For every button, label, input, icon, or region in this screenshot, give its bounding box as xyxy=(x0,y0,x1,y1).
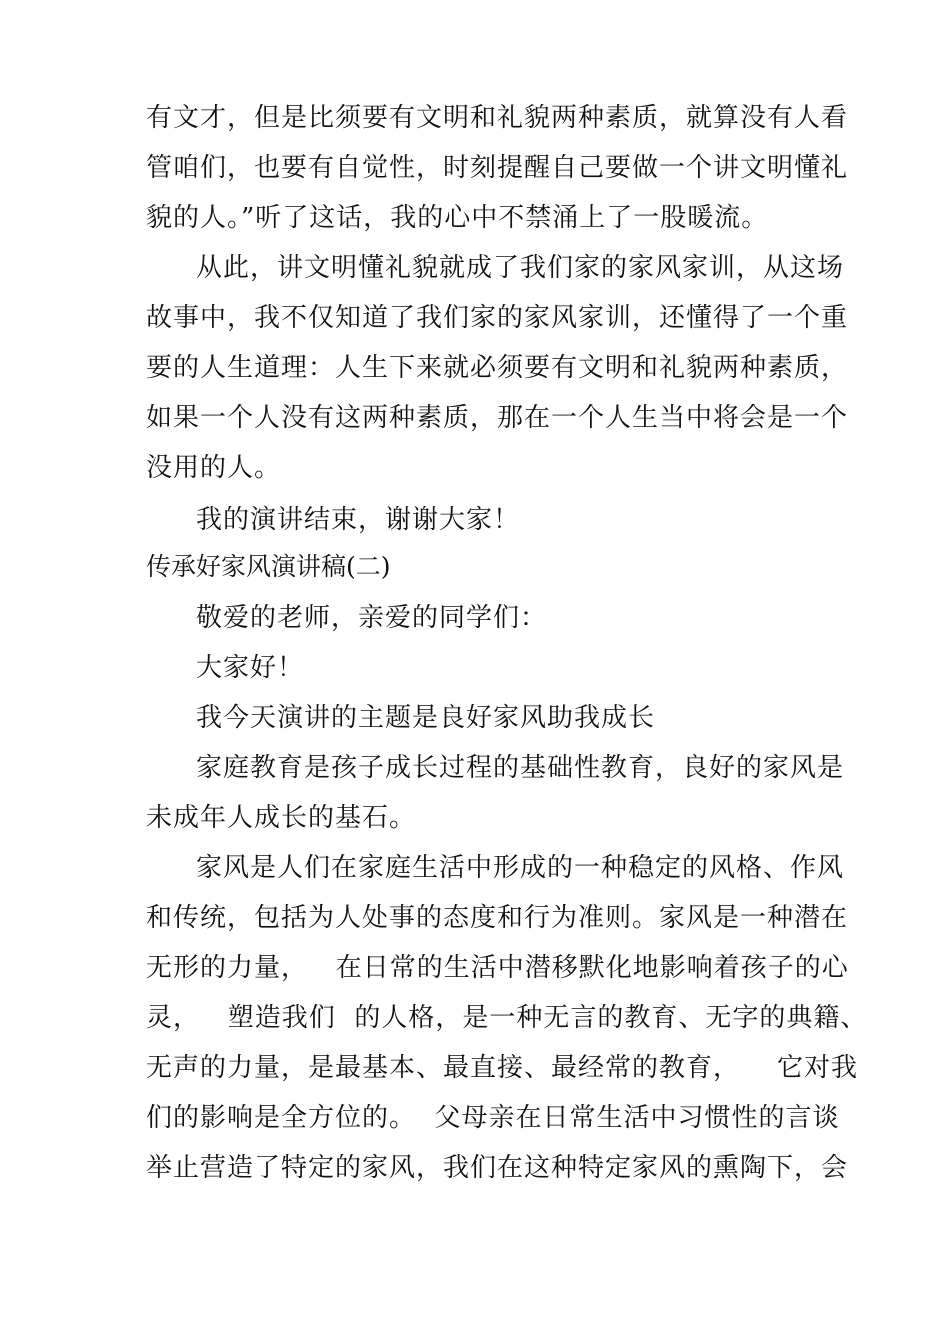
paragraph-4-line-1: 家风是人们在家庭生活中形成的一种稳定的风格、作风 xyxy=(196,853,845,883)
closing-line: 我的演讲结束，谢谢大家！ xyxy=(196,505,521,535)
paragraph-4-line-7: 举止营造了特定的家风，我们在这种特定家风的熏陶下，会 xyxy=(146,1153,849,1183)
paragraph-4-line-2: 和传统，包括为人处事的态度和行为准则。家风是一种潜在 xyxy=(146,903,849,933)
paragraph-2-line-1: 从此，讲文明懂礼貌就成了我们家的家风家训，从这场 xyxy=(196,253,845,283)
paragraph-2-line-3: 要的人生道理：人生下来就必须要有文明和礼貌两种素质， xyxy=(146,353,849,383)
paragraph-1-line-1: 有文才，但是比须要有文明和礼貌两种素质，就算没有人看 xyxy=(146,103,849,133)
paragraph-2-line-2: 故事中，我不仅知道了我们家的家风家训，还懂得了一个重 xyxy=(146,303,849,333)
theme-line: 我今天演讲的主题是良好家风助我成长 xyxy=(196,703,656,733)
paragraph-1-line-2: 管咱们，也要有自觉性，时刻提醒自己要做一个讲文明懂礼 xyxy=(146,153,849,183)
paragraph-4-line-3: 无形的力量， 在日常的生活中潜移默化地影响着孩子的心 xyxy=(146,953,849,983)
paragraph-4-line-6: 们的影响是全方位的。 父母亲在日常生活中习惯性的言谈 xyxy=(146,1103,840,1133)
paragraph-4-line-5: 无声的力量，是最基本、最直接、最经常的教育， 它对我 xyxy=(146,1053,859,1083)
paragraph-4-line-4: 灵， 塑造我们 的人格，是一种无言的教育、无字的典籍、 xyxy=(146,1003,868,1033)
greeting-line-2: 大家好！ xyxy=(196,653,305,683)
section-title: 传承好家风演讲稿(二) xyxy=(146,552,391,581)
paragraph-3-line-2: 未成年人成长的基石。 xyxy=(146,803,417,833)
paragraph-1-line-3: 貌的人。”听了这话，我的心中不禁涌上了一股暖流。 xyxy=(146,203,769,233)
paragraph-2-line-4: 如果一个人没有这两种素质，那在一个人生当中将会是一个 xyxy=(146,403,849,433)
paragraph-3-line-1: 家庭教育是孩子成长过程的基础性教育，良好的家风是 xyxy=(196,753,845,783)
greeting-line-1: 敬爱的老师，亲爱的同学们： xyxy=(196,603,548,633)
paragraph-2-line-5: 没用的人。 xyxy=(146,453,282,483)
